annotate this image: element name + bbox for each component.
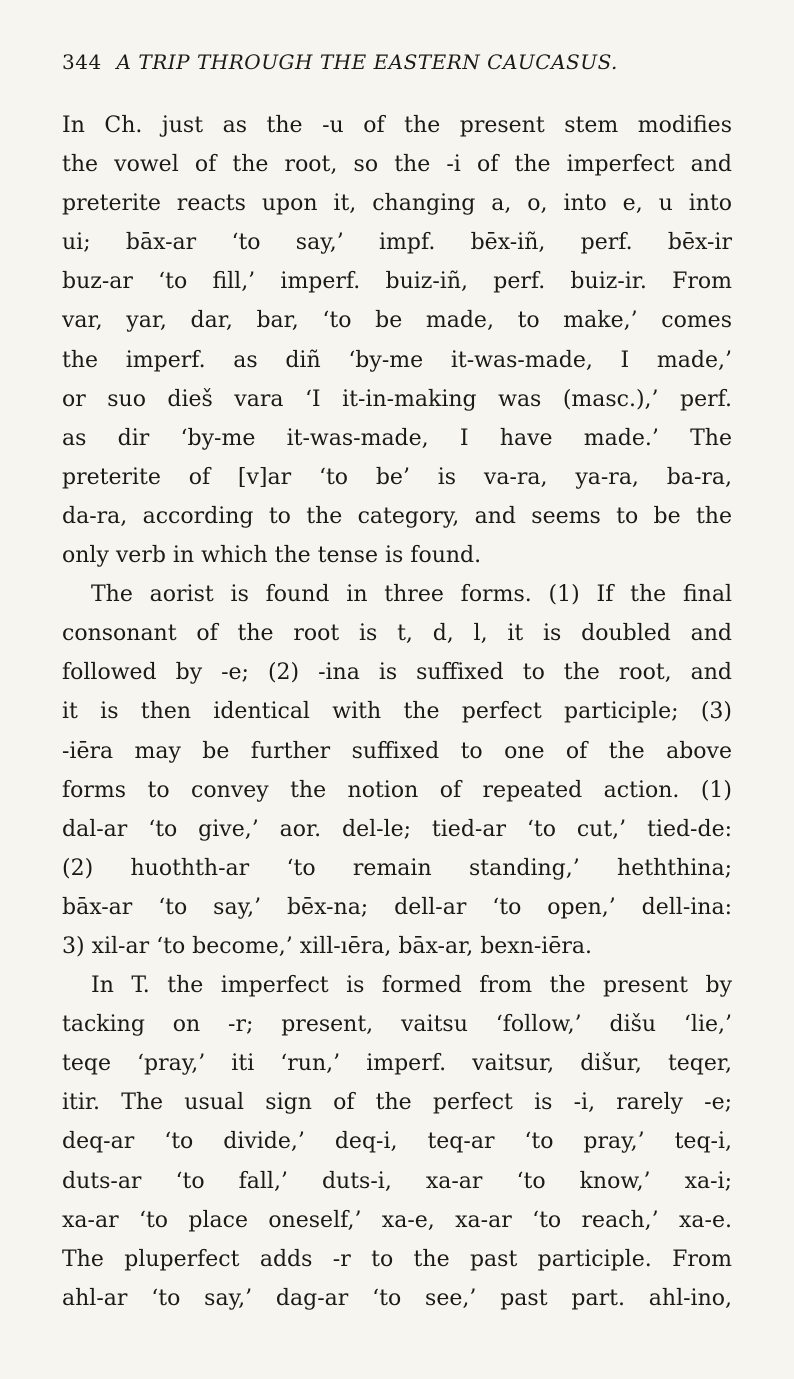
running-title: A TRIP THROUGH THE EASTERN CAUCASUS. [116, 50, 618, 74]
text-line: the imperf. as diñ ‘by-me it-was-made, I made,’ [62, 347, 732, 373]
text-line: dal-ar ‘to give,’ aor. del-le; tied-ar ‘to cut,’ tied-de: [62, 816, 732, 842]
text-line: ahl-ar ‘to say,’ dag-ar ‘to see,’ past part. ahl-ino, [62, 1285, 732, 1311]
text-line: The pluperfect adds -r to the past participle. From [62, 1246, 732, 1272]
text-line: 3) xil-ar ‘to become,’ xill-ıēra, bāx-ar, bexn-iēra. [62, 933, 592, 959]
text-line: -iēra may be further suffixed to one of the above [62, 738, 732, 764]
text-line: da-ra, according to the category, and seems to be the [62, 503, 732, 529]
body-text [62, 106, 732, 1318]
text-line: tacking on -r; present, vaitsu ‘follow,’ dišu ‘lie,’ [62, 1012, 732, 1038]
page-number: 344 [62, 50, 102, 74]
text-line: it is then identical with the perfect participle; (3) [62, 699, 732, 725]
text-line: preterite of [v]ar ‘to be’ is va-ra, ya-ra, ba-ra, [62, 464, 732, 490]
text-line: xa-ar ‘to place oneself,’ xa-e, xa-ar ‘to reach,’ xa-e. [62, 1207, 732, 1233]
text-line: In Ch. just as the -u of the present stem modifies [62, 113, 732, 138]
text-line: deq-ar ‘to divide,’ deq-i, teq-ar ‘to pray,’ teq-i, [62, 1129, 732, 1155]
text-line: ui; bāx-ar ‘to say,’ impf. bēx-iñ, perf. bēx-ir [62, 230, 732, 256]
text-line: forms to convey the notion of repeated action. (1) [62, 777, 732, 803]
text-line: the vowel of the root, so the -i of the imperfect and [62, 152, 732, 178]
text-line: duts-ar ‘to fall,’ duts-i, xa-ar ‘to know,’ xa-i; [62, 1168, 732, 1194]
text-line: as dir ‘by-me it-was-made, I have made.’ The [62, 425, 732, 451]
text-line: The aorist is found in three forms. (1) If the final [91, 582, 732, 608]
text-line: (2) huothth-ar ‘to remain standing,’ heththina; [62, 855, 732, 881]
text-line: itir. The usual sign of the perfect is -i, rarely -e; [62, 1090, 732, 1116]
text-line: var, yar, dar, bar, ‘to be made, to make,’ comes [62, 308, 732, 334]
text-line: followed by -e; (2) -ina is suffixed to the root, and [62, 660, 732, 686]
text-line: buz-ar ‘to fill,’ imperf. buiz-iñ, perf. buiz-ir. From [62, 269, 732, 295]
text-line: teqe ‘pray,’ iti ‘run,’ imperf. vaitsur, dišur, teqer, [62, 1051, 732, 1077]
text-line: bāx-ar ‘to say,’ bēx-na; dell-ar ‘to open,’ dell-ina: [62, 894, 732, 920]
text-line: preterite reacts upon it, changing a, o, into e, u into [62, 191, 732, 217]
text-line: or suo dieš vara ‘I it-in-making was (masc.),’ perf. [62, 386, 732, 412]
text-line: only verb in which the tense is found. [62, 543, 482, 569]
text-line: consonant of the root is t, d, l, it is doubled and [62, 621, 732, 647]
running-header [62, 50, 742, 74]
text-line: In T. the imperfect is formed from the present by [91, 973, 732, 999]
